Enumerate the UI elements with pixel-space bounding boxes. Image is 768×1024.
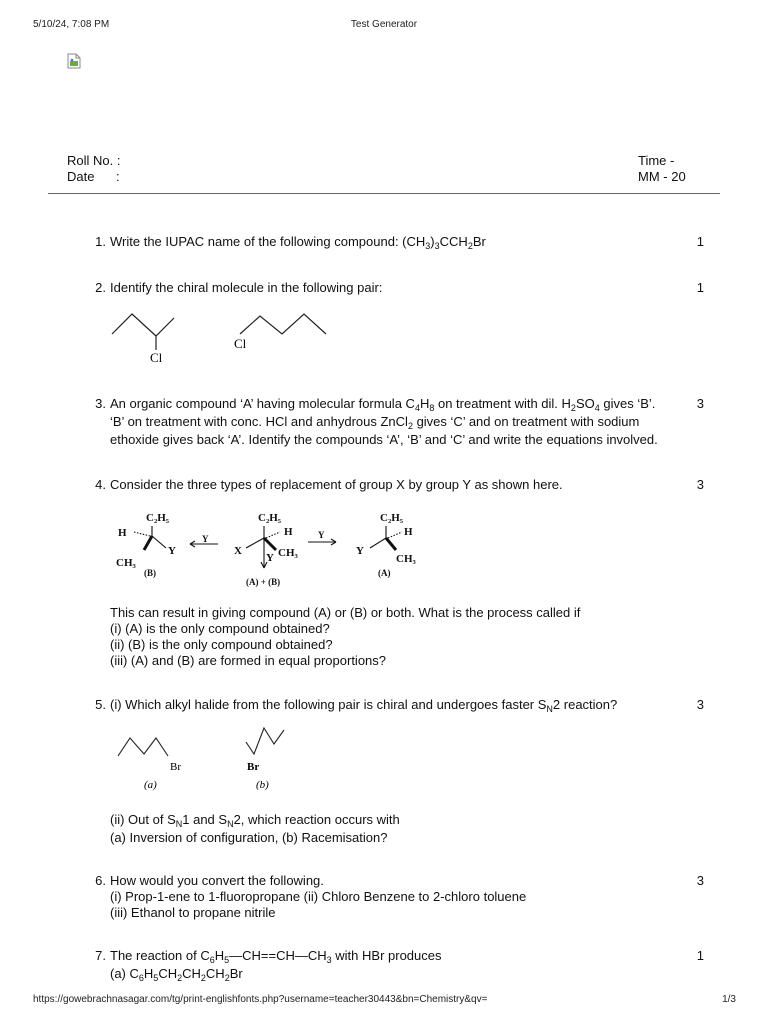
q2-structures-figure (108, 308, 338, 368)
m-y-label: Y (266, 552, 274, 564)
question-marks: 3 (696, 697, 704, 712)
q2-left-cl-label: Cl (150, 350, 163, 365)
print-url: https://gowebrachnasagar.com/tg/print-englishfonts.php?username=teacher30443&bn=Chemistry&qv= (33, 994, 488, 1005)
question-marks: 1 (696, 234, 704, 249)
q4-subquestions: This can result in giving compound (A) or (B) or both. What is the process called if (i) (A) is the only compound obtained? (ii) (B) is the only compound obtained? (iii) (A) and (B) are formed in equal proportions? (110, 605, 581, 668)
date-colon: : (116, 169, 120, 184)
structure-a-label: (a) (144, 779, 157, 791)
q2-right-cl-label: Cl (234, 336, 247, 351)
structure-b-label: (b) (256, 779, 269, 791)
header-divider (48, 193, 720, 194)
question-marks: 3 (696, 396, 704, 411)
max-marks-label: MM - 20 (638, 169, 686, 184)
print-page-number: 1/3 (722, 994, 736, 1005)
m-x-label: X (234, 545, 242, 557)
b-y-label: Y (168, 545, 176, 557)
question-number: 2. (95, 280, 106, 295)
m-h-label: H (284, 526, 293, 538)
skeletal-structure-right (240, 314, 326, 334)
right-arrow-y-label: Y (318, 530, 325, 540)
date-label: Date (67, 169, 95, 184)
question-number: 4. (95, 477, 106, 492)
question-marks: 1 (696, 280, 704, 295)
b-h-label: H (118, 527, 127, 539)
question-number: 3. (95, 396, 106, 411)
m-ch3-label: CH₃ (278, 547, 298, 559)
b-label: (B) (144, 568, 156, 578)
q4-substitution-figure (112, 506, 432, 592)
a-h-label: H (404, 526, 413, 538)
question-text: (i) Which alkyl halide from the following pair is chiral and undergoes faster $S_N2$ reaction? (110, 697, 618, 714)
m-c2h5-label: C₂H₅ (258, 512, 282, 524)
question-text: Write the IUPAC name of the following compound: $(CH_3)_3CCH_2Br$ (110, 234, 486, 251)
question-number: 7. (95, 948, 106, 963)
question-marks: 3 (696, 477, 704, 492)
question-number: 5. (95, 697, 106, 712)
question-text: How would you convert the following. (i) Prop-1-ene to 1-fluoropropane (ii) Chloro Benzene to 2-chloro toluene (iii) Ethanol to propane nitrile (110, 873, 527, 920)
b-ch3-label: CH₃ (116, 557, 136, 569)
broken-image-icon (67, 53, 81, 69)
print-datetime: 5/10/24, 7:08 PM (33, 19, 110, 30)
skeletal-structure-left (112, 314, 174, 350)
print-title: Test Generator (350, 19, 418, 30)
question-text: Identify the chiral molecule in the following pair: (110, 280, 383, 295)
ab-label: (A) + (B) (246, 577, 281, 587)
question-text: An organic compound ‘A’ having molecular formula $C_4H_8$ on treatment with dil. $H_2SO_4$ gives ‘B’. ‘B’ on treatment with conc. HCl and anhydrous ZnCl$_2$ gives ‘C’ and on treatment with sodium ethoxide gives back ‘A’. Identify the compounds ‘A’, ‘B’ and ‘C’ and write the equations involved. (110, 396, 658, 447)
alkyl-chain-b (246, 728, 284, 754)
a-y-label: Y (356, 545, 364, 557)
a-label: (A) (378, 568, 391, 578)
left-arrow-y-label: Y (202, 534, 209, 544)
question-marks: 1 (696, 948, 704, 963)
alkyl-chain-a (118, 738, 168, 756)
a-br-label: Br (170, 761, 181, 773)
question-text: The reaction of $C_6H_5—CH==CH—CH_3$ with HBr produces (a) $C_6H_5CH_2CH_2CH_2Br$ (110, 948, 442, 983)
b-br-label: Br (247, 761, 260, 773)
question-text: Consider the three types of replacement of group X by group Y as shown here. (110, 477, 563, 492)
a-ch3-label: CH₃ (396, 553, 416, 565)
time-label: Time - (638, 153, 675, 168)
b-c2h5-label: C₂H₅ (146, 512, 170, 524)
q5-subquestions: (ii) Out of $S_N1$ and $S_N2$, which reaction occurs with (a) Inversion of configuration, (b) Racemisation? (110, 812, 400, 845)
question-number: 1. (95, 234, 106, 249)
a-c2h5-label: C₂H₅ (380, 512, 404, 524)
question-number: 6. (95, 873, 106, 888)
question-marks: 3 (696, 873, 704, 888)
q5-structures-figure (114, 724, 304, 796)
roll-no-label: Roll No. : (67, 153, 121, 168)
